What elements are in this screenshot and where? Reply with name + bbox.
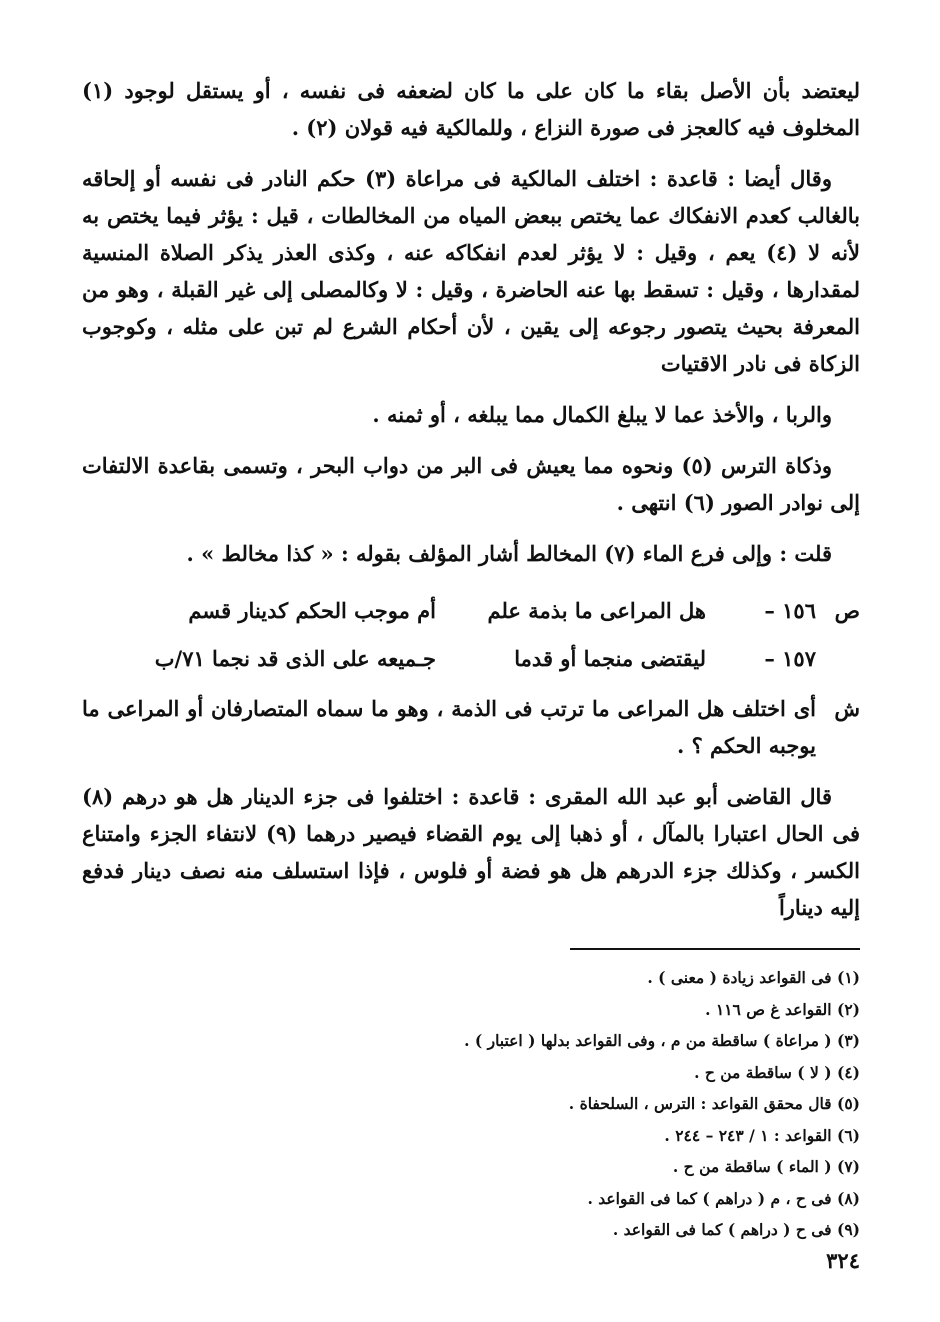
footnote: (٩) فى ح ( دراهم ) كما فى القواعد . — [612, 1220, 860, 1239]
verse-number: ١٥٧ – — [764, 645, 816, 671]
footnote: (٣) ( مراعاة ) ساقطة من م ، وفى القواعد بدلها ( اعتبار ) . — [464, 1031, 860, 1050]
verse-second-hemistich: جـميعه على الذى قد نجما ٧١/ب — [154, 645, 436, 671]
paragraph-rule-rare: وقال أيضا : قاعدة : اختلف المالكية فى مراعاة (٣) حكم النادر فى نفسه أو إلحاقه بالغالب كعدم الانفكاك عما يختص ببعض المياه من المخالطات ، قيل : يؤثر فيما يختص به لأنه لا (٤) يعم ، وقيل : لا يؤثر لعدم انفكاكه عنه ، وكذى العذر يذكر الصلاة المنسية لمقدارها ، وقيل : تسقط بها عنه الحاضرة ، وقيل : لا وكالمصلى إلى غير القبلة ، وهو من المعرفة بحيث يتصور رجوعه إلى يقين ، لأن أحكام الشرع لم تبن على مثله ، وكوجوب الزكاة فى نادر الاقتيات — [82, 166, 860, 376]
commentary-text: أى اختلف هل المراعى ما ترتب فى الذمة ، وهو ما سماه المتصارفان أو المراعى ما يوجبه الحكم ؟ . — [82, 696, 816, 758]
footnote: (٤) ( لا ) ساقطة من ح . — [694, 1062, 860, 1082]
verse-second-hemistich: أم موجب الحكم كدينار قسم — [188, 597, 436, 623]
commentary-block — [82, 690, 860, 764]
paragraph-author-remark: قلت : وإلى فرع الماء (٧) المخالط أشار المؤلف بقوله : « كذا مخالط » . — [186, 541, 832, 566]
footnote: (٨) فى ح ، م ( دراهم ) كما فى القواعد . — [587, 1188, 860, 1208]
verse-first-hemistich: ليقتضى منجما أو قدما — [514, 645, 706, 671]
footnotes — [82, 962, 860, 1246]
footnote: (٥) قال محقق القواعد : الترس ، السلحفاة . — [568, 1094, 860, 1113]
paragraph-riba: والربا ، والأخذ عما لا يبلغ الكمال مما يبلغه ، أو ثمنه . — [372, 402, 832, 427]
main-text — [82, 72, 860, 926]
verse-block — [82, 586, 860, 682]
paragraph-maqqari: قال القاضى أبو عبد الله المقرى : قاعدة : اختلفوا فى جزء الدينار هل هو درهم (٨) فى الحال اعتبارا بالمآل ، أو ذهبا إلى يوم القضاء فيصير درهما (٩) لانتفاء الجزء وامتناع الكسر ، وكذلك جزء الدرهم هل هو فضة أو فلوس ، فإذا استسلف منه نصف دينار فدفع إليه ديناراً — [82, 784, 860, 920]
page-number: ٣٢٤ — [826, 1248, 860, 1273]
verse-row — [82, 586, 860, 634]
verse-row — [82, 634, 860, 682]
footnote: (٦) القواعد : ١ / ٢٤٣ – ٢٤٤ . — [664, 1125, 860, 1145]
footnote: (٧) ( الماء ) ساقطة من ح . — [672, 1157, 860, 1176]
verse-first-hemistich: هل المراعى ما بذمة علم — [487, 597, 706, 623]
footnote-separator — [570, 948, 860, 950]
paragraph-continued: ليعتضد بأن الأصل بقاء ما كان على ما كان لضعفه فى نفسه ، أو يستقل لوجود (١) المخلوف فيه كالعجز فى صورة النزاع ، وللمالكية فيه قولان (٢) . — [82, 78, 860, 140]
verse-marker: ص — [834, 597, 860, 623]
paragraph-turtle: وذكاة الترس (٥) ونحوه مما يعيش فى البر من دواب البحر ، وتسمى بقاعدة الالتفات إلى نوادر الصور (٦) انتهى . — [82, 453, 860, 515]
footnote: (١) فى القواعد زيادة ( معنى ) . — [647, 968, 860, 987]
verse-number: ١٥٦ – — [764, 597, 816, 623]
commentary-marker: ش — [834, 696, 860, 721]
footnote: (٢) القواعد غ ص ١١٦ . — [705, 999, 860, 1019]
